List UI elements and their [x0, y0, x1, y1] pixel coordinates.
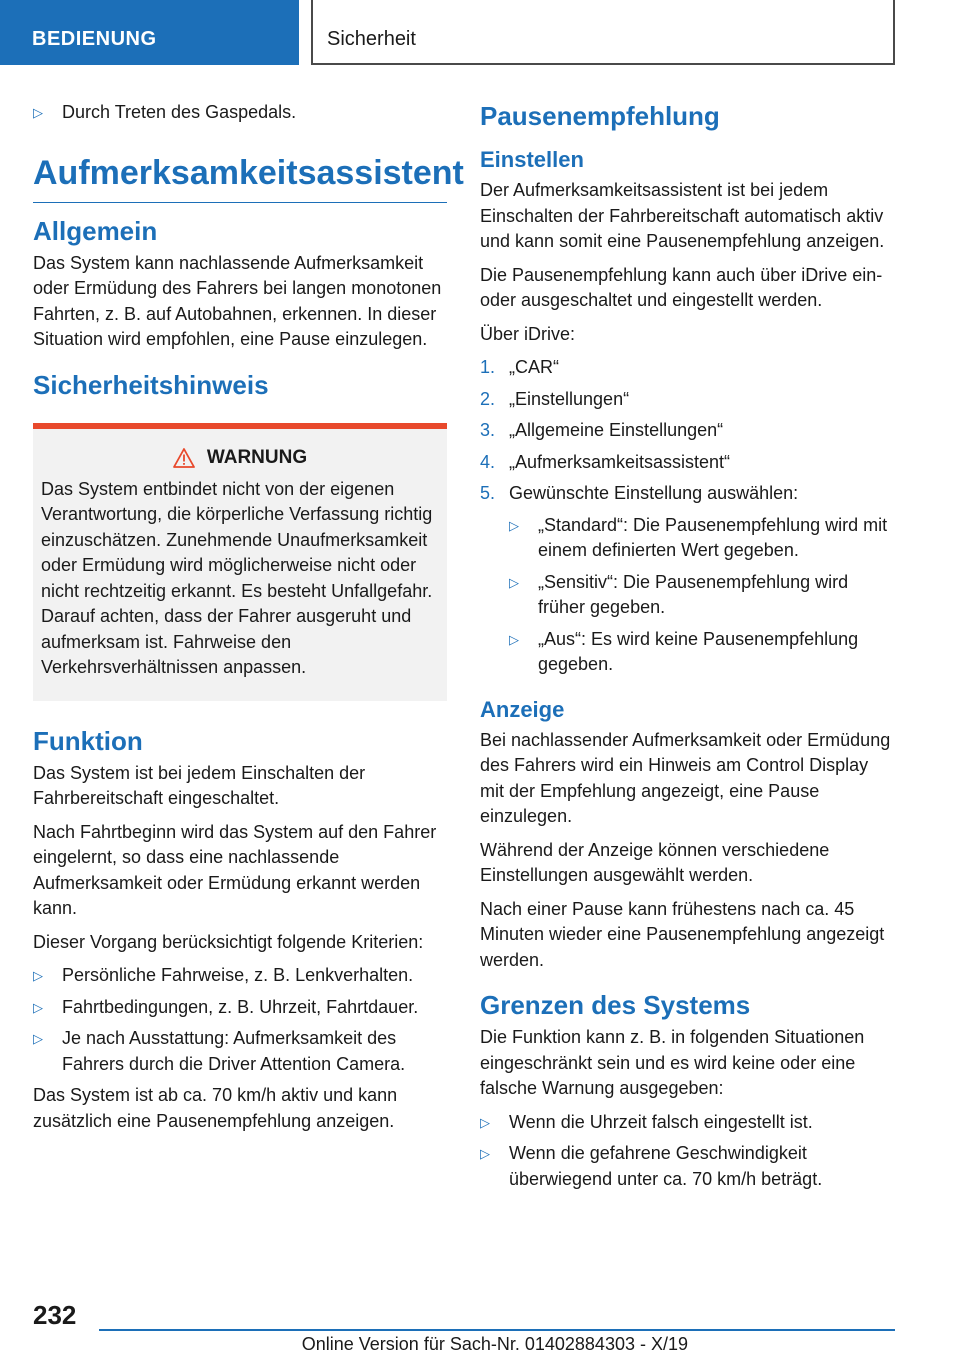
- paragraph: Die Pausenempfehlung kann auch über iDrive ein- oder ausgeschaltet und eingestellt werden.: [480, 264, 883, 310]
- step-number: 1.: [480, 357, 496, 377]
- paragraph: Bei nachlassender Aufmerksamkeit oder Ermüdung des Fahrers wird ein Hinweis am Control Display mit der Empfehlung angezeigt, eine Pause einzulegen.: [480, 729, 891, 826]
- step-text: „Allgemeine Einstellungen“: [509, 420, 724, 440]
- list-item-text: Wenn die gefahrene Geschwindigkeit überwiegend unter ca. 70 km/h beträgt.: [509, 1143, 823, 1189]
- step-number: 3.: [480, 420, 496, 440]
- paragraph: Der Aufmerksamkeitsassistent ist bei jedem Einschalten der Fahrbereitschaft automatisch aktiv und kann somit eine Pausenempfehlung anzeigen.: [480, 180, 885, 251]
- list-item: [33, 1026, 447, 1077]
- paragraph: Nach einer Pause kann frühestens nach ca. 45 Minuten wieder eine Pausenempfehlung angezeigt werden.: [480, 898, 885, 970]
- list-item-text: Persönliche Fahrweise, z. B. Lenkverhalten.: [62, 965, 414, 985]
- step-item: [480, 450, 894, 476]
- option-text: „Sensitiv“: Die Pausenempfehlung wird früher gegeben.: [538, 571, 849, 617]
- left-column: [33, 100, 464, 1142]
- section-tab[interactable]: BEDIENUNG: [0, 0, 299, 65]
- breadcrumb: Sicherheit: [311, 0, 895, 65]
- step-number: 4.: [480, 451, 496, 472]
- page-title: Aufmerksamkeitsassistent: [33, 152, 447, 203]
- step-text: „Aufmerksamkeitsassistent“: [509, 451, 731, 472]
- warning-label: WARNUNG: [206, 446, 308, 468]
- triangle-bullet-icon: ▷: [480, 1146, 490, 1161]
- step-item: [480, 355, 894, 381]
- option-text: „Standard“: Die Pausenempfehlung wird mit einem definierten Wert gegeben.: [538, 514, 888, 560]
- warning-triangle-icon: [173, 448, 195, 468]
- triangle-bullet-icon: ▷: [509, 631, 519, 647]
- warning-title: [41, 447, 439, 469]
- step-text: „Einstellungen“: [509, 388, 630, 409]
- heading-allgemein: Allgemein: [33, 215, 158, 246]
- paragraph: Dieser Vorgang berücksichtigt folgende Kriterien:: [33, 931, 424, 952]
- step-item: [480, 481, 894, 507]
- footer-divider: [99, 1329, 895, 1331]
- warning-box: [33, 429, 447, 701]
- triangle-bullet-icon: ▷: [480, 1114, 490, 1130]
- option-item: [509, 570, 894, 621]
- footer-text: Online Version für Sach-Nr. 01402884303 - X/19: [301, 1334, 688, 1354]
- list-item-text: Wenn die Uhrzeit falsch eingestellt ist.: [509, 1111, 813, 1132]
- step-item: [480, 387, 894, 413]
- heading-sicherheitshinweis: Sicherheitshinweis: [33, 369, 269, 400]
- paragraph: Das System ist bei jedem Einschalten der Fahrbereitschaft eingeschaltet.: [33, 762, 366, 808]
- list-item-text: Durch Treten des Gaspedals.: [62, 102, 297, 122]
- heading-anzeige: Anzeige: [480, 696, 565, 722]
- heading-funktion: Funktion: [33, 725, 143, 756]
- option-item: [509, 513, 894, 564]
- list-item-text: Je nach Ausstattung: Aufmerksamkeit des Fahrers durch die Driver Attention Camera.: [62, 1028, 406, 1074]
- list-item: [33, 963, 447, 989]
- triangle-bullet-icon: ▷: [33, 1031, 43, 1046]
- step-text: „CAR“: [509, 357, 559, 377]
- paragraph: Das System ist ab ca. 70 km/h aktiv und kann zusätzlich eine Pausenempfehlung anzeigen.: [33, 1085, 398, 1131]
- paragraph: Das System kann nachlassende Aufmerksamkeit oder Ermüdung des Fahrers bei langen monotonen Fahrten, z. B. auf Autobahnen, erkennen. In dieser Situation wird empfohlen, eine Pause einzulegen.: [33, 252, 442, 349]
- heading-einstellen: Einstellen: [480, 147, 584, 172]
- step-number: 2.: [480, 388, 496, 409]
- right-column: [480, 100, 894, 1198]
- triangle-bullet-icon: ▷: [33, 999, 43, 1015]
- paragraph: Die Funktion kann z. B. in folgenden Situationen eingeschränkt sein und es wird keine oder eine falsche Warnung ausgegeben:: [480, 1027, 865, 1098]
- heading-grenzen: Grenzen des Systems: [480, 990, 751, 1020]
- option-item: [509, 627, 894, 678]
- option-text: „Aus“: Es wird keine Pausenempfehlung gegeben.: [538, 628, 859, 674]
- triangle-bullet-icon: ▷: [509, 574, 519, 590]
- warning-text: Das System entbindet nicht von der eigenen Verantwortung, die körperliche Verfassung richtig einzuschätzen. Zunehmende Unaufmerksamkeit oder Ermüdung wird möglicherweise nicht oder nicht rechtzeitig erkannt. Es besteht Unfallgefahr. Darauf achten, dass der Fahrer ausgeruht und aufmerksam ist. Fahrweise den Verkehrsverhältnissen anpassen.: [41, 478, 433, 677]
- heading-pausenempfehlung: Pausenempfehlung: [480, 101, 720, 131]
- page-number: 232: [33, 1300, 77, 1330]
- list-item: [33, 995, 447, 1021]
- step-number: 5.: [480, 483, 496, 503]
- step-text: Gewünschte Einstellung auswählen:: [509, 483, 799, 503]
- list-item: [480, 1141, 894, 1192]
- paragraph: Über iDrive:: [480, 323, 576, 344]
- triangle-bullet-icon: ▷: [33, 105, 43, 120]
- paragraph: Während der Anzeige können verschiedene Einstellungen ausgewählt werden.: [480, 839, 830, 885]
- list-item: [480, 1110, 894, 1136]
- triangle-bullet-icon: ▷: [509, 517, 519, 533]
- list-item-text: Fahrtbedingungen, z. B. Uhrzeit, Fahrtdauer.: [62, 996, 419, 1017]
- list-item: [33, 100, 447, 126]
- paragraph: Nach Fahrtbeginn wird das System auf den Fahrer eingelernt, so dass eine nachlassende Aufmerksamkeit oder Ermüdung erkannt werden kann.: [33, 821, 437, 918]
- triangle-bullet-icon: ▷: [33, 968, 43, 983]
- step-item: [480, 418, 894, 444]
